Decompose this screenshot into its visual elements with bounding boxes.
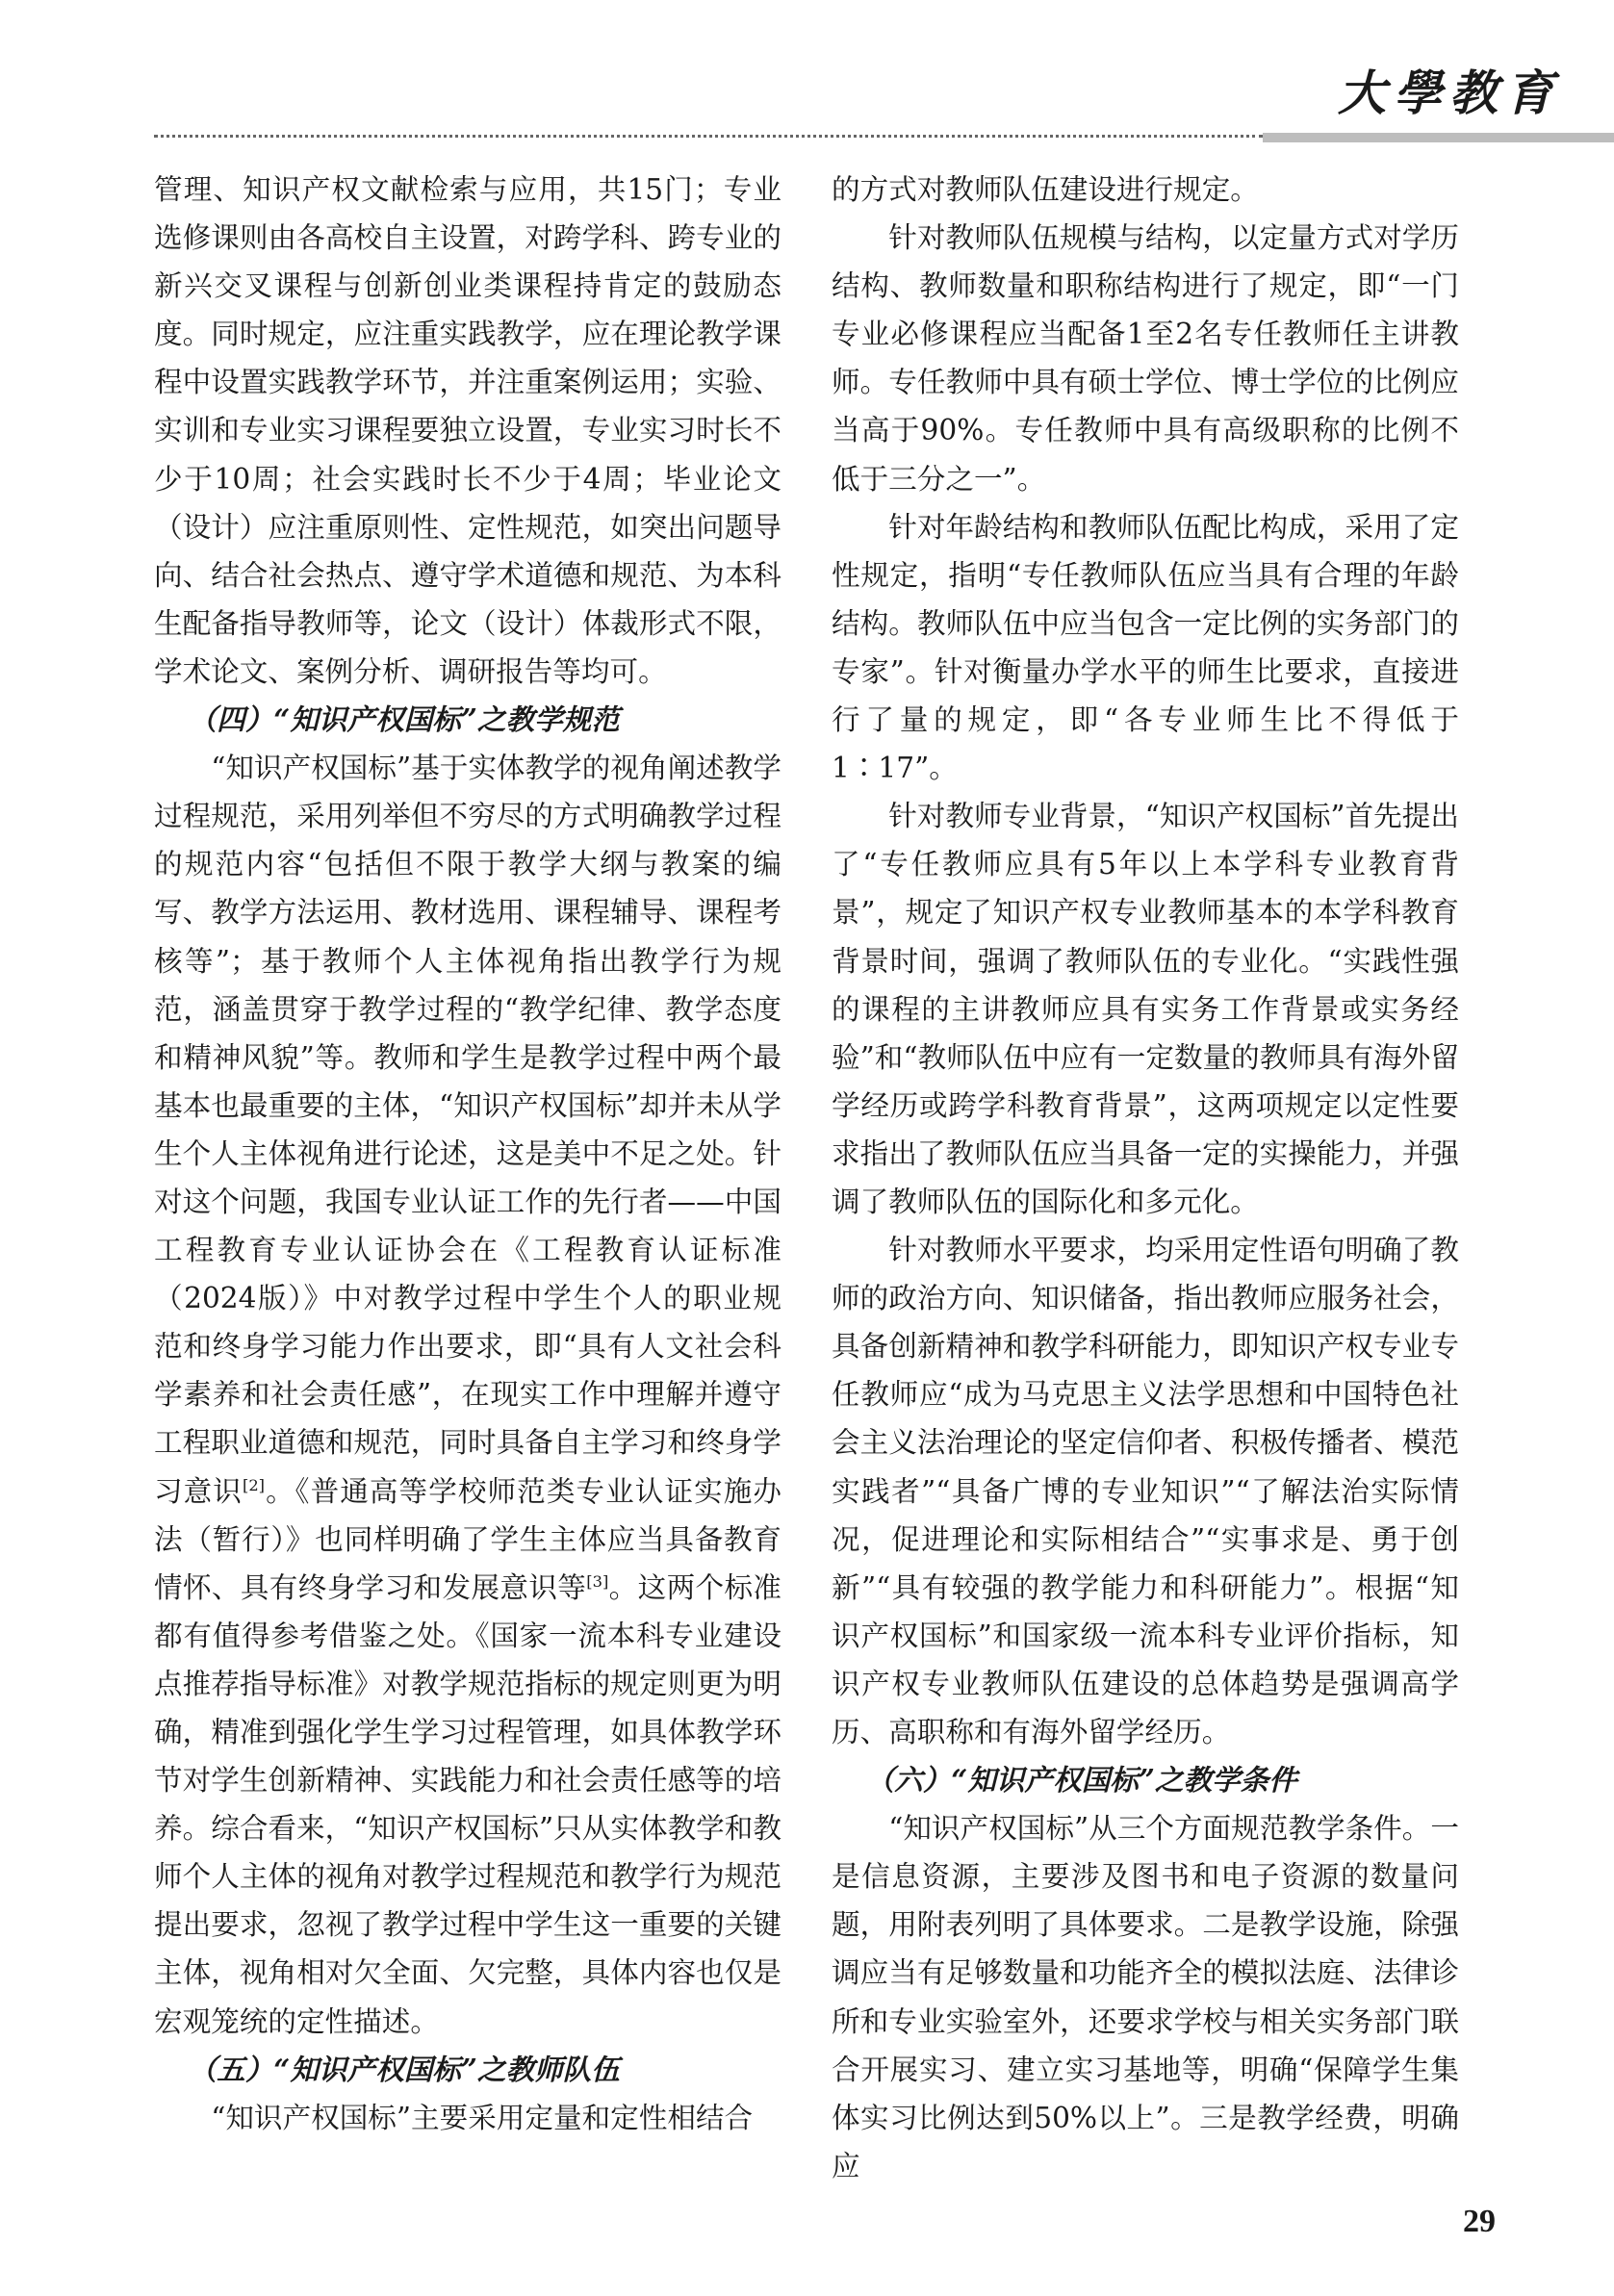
paragraph-text: “知识产权国标”基于实体教学的视角阐述教学过程规范，采用列举但不穷尽的方式明确教学过程的规范内容“包括但不限于教学大纲与教案的编写、教学方法运用、教材选用、课程辅导、课程考核等”；基于教师个人主体视角指出教学行为规范，涵盖贯穿于教学过程的“教学纪律、教学态度和精神风貌”等。教师和学生是教学过程中两个最基本也最重要的主体，“知识产权国标”却并未从学生个人主体视角进行论述，这是美中不足之处。针对这个问题，我国专业认证工作的先行者——中国工程教育专业认证协会在《工程教育认证标准（2024版）》中对教学过程中学生个人的职业规范和终身学习能力作出要求，即“具有人文社会科学素养和社会责任感”，在现实工作中理解并遵守工程职业道德和规范，同时具备自主学习和终身学习意识: [154, 752, 781, 1508]
section-heading-4: （四）“知识产权国标”之教学规范: [188, 702, 620, 737]
paragraph: “知识产权国标”主要采用定量和定性相结合: [211, 2101, 754, 2134]
paragraph: 针对教师队伍规模与结构，以定量方式对学历结构、教师数量和职称结构进行了规定，即“一门专业必修课程应当配备1至2名专任教师任主讲教师。专任教师中具有硕士学位、博士学位的比例应当高于90%。专任教师中具有高级职称的比例不低于三分之一”。: [832, 221, 1459, 496]
paragraph: 针对教师水平要求，均采用定性语句明确了教师的政治方向、知识储备，指出教师应服务社会，具备创新精神和教学科研能力，即知识产权专业专任教师应“成为马克思主义法学思想和中国特色社会主义法治理论的坚定信仰者、积极传播者、模范实践者”“具备广博的专业知识”“了解法治实际情况，促进理论和实际相结合”“实事求是、勇于创新”“具有较强的教学能力和科研能力”。根据“知识产权国标”和国家级一流本科专业评价指标，知识产权专业教师队伍建设的总体趋势是强调高学历、高职称和有海外留学经历。: [832, 1234, 1459, 1748]
citation-3: [3]: [586, 1571, 609, 1591]
paragraph: “知识产权国标”从三个方面规范教学条件。一是信息资源，主要涉及图书和电子资源的数量问题，用附表列明了具体要求。二是教学设施，除强调应当有足够数量和功能齐全的模拟法庭、法律诊所和专业实验室外，还要求学校与相关实务部门联合开展实习、建立实习基地等，明确“保障学生集体实习比例达到50%以上”。三是教学经费，明确应: [832, 1812, 1459, 2182]
paragraph: 管理、知识产权文献检索与应用，共15门；专业选修课则由各高校自主设置，对跨学科、跨专业的新兴交叉课程与创新创业类课程持肯定的鼓励态度。同时规定，应注重实践教学，应在理论教学课程中设置实践教学环节，并注重案例运用；实验、实训和专业实习课程要独立设置，专业实习时长不少于10周；社会实践时长不少于4周；毕业论文（设计）应注重原则性、定性规范，如突出问题导向、结合社会热点、遵守学术道德和规范、为本科生配备指导教师等，论文（设计）体裁形式不限，学术论文、案例分析、调研报告等均可。: [154, 173, 781, 688]
section-heading-5: （五）“知识产权国标”之教师队伍: [188, 2052, 620, 2086]
paragraph: 针对教师专业背景，“知识产权国标”首先提出了“专任教师应具有5年以上本学科专业教育背景”，规定了知识产权专业教师基本的本学科教育背景时间，强调了教师队伍的专业化。“实践性强的课程的主讲教师应具有实务工作背景或实务经验”和“教师队伍中应有一定数量的教师具有海外留学经历或跨学科教育背景”，这两项规定以定性要求指出了教师队伍应当具备一定的实操能力，并强调了教师队伍的国际化和多元化。: [832, 800, 1459, 1218]
paragraph: [154, 744, 781, 2046]
journal-logo: 大學教育: [1338, 64, 1561, 121]
section-heading-6: （六）“知识产权国标”之教学条件: [865, 1763, 1297, 1798]
paragraph: 的方式对教师队伍建设进行规定。: [832, 173, 1259, 206]
paragraph-text: 。这两个标准都有值得参考借鉴之处。《国家一流本科专业建设点推荐指导标准》对教学规范指标的规定则更为明确，精准到强化学生学习过程管理，如具体教学环节对学生创新精神、实践能力和社会责任感等的培养。综合看来，“知识产权国标”只从实体教学和教师个人主体的视角对教学过程规范和教学行为规范提出要求，忽视了教学过程中学生这一重要的关键主体，视角相对欠全面、欠完整，具体内容也仅是宏观笼统的定性描述。: [154, 1570, 782, 2038]
left-column: [154, 166, 781, 2142]
header-gray-bar: [1263, 133, 1614, 142]
paragraph: 针对年龄结构和教师队伍配比构成，采用了定性规定，指明“专任教师队伍应当具有合理的年龄结构。教师队伍中应当包含一定比例的实务部门的专家”。针对衡量办学水平的师生比要求，直接进行了量的规定，即“各专业师生比不得低于1∶17”。: [832, 510, 1459, 785]
paragraph-text: 。《普通高等学校师范类专业认证实施办法（暂行）》也同样明确了学生主体应当具备教育情怀、具有终身学习和发展意识等: [154, 1474, 782, 1604]
citation-2: [2]: [242, 1475, 266, 1494]
right-column: [832, 166, 1459, 2190]
page-number: 29: [1463, 2204, 1496, 2239]
header-dotted-rule: [154, 135, 1263, 138]
